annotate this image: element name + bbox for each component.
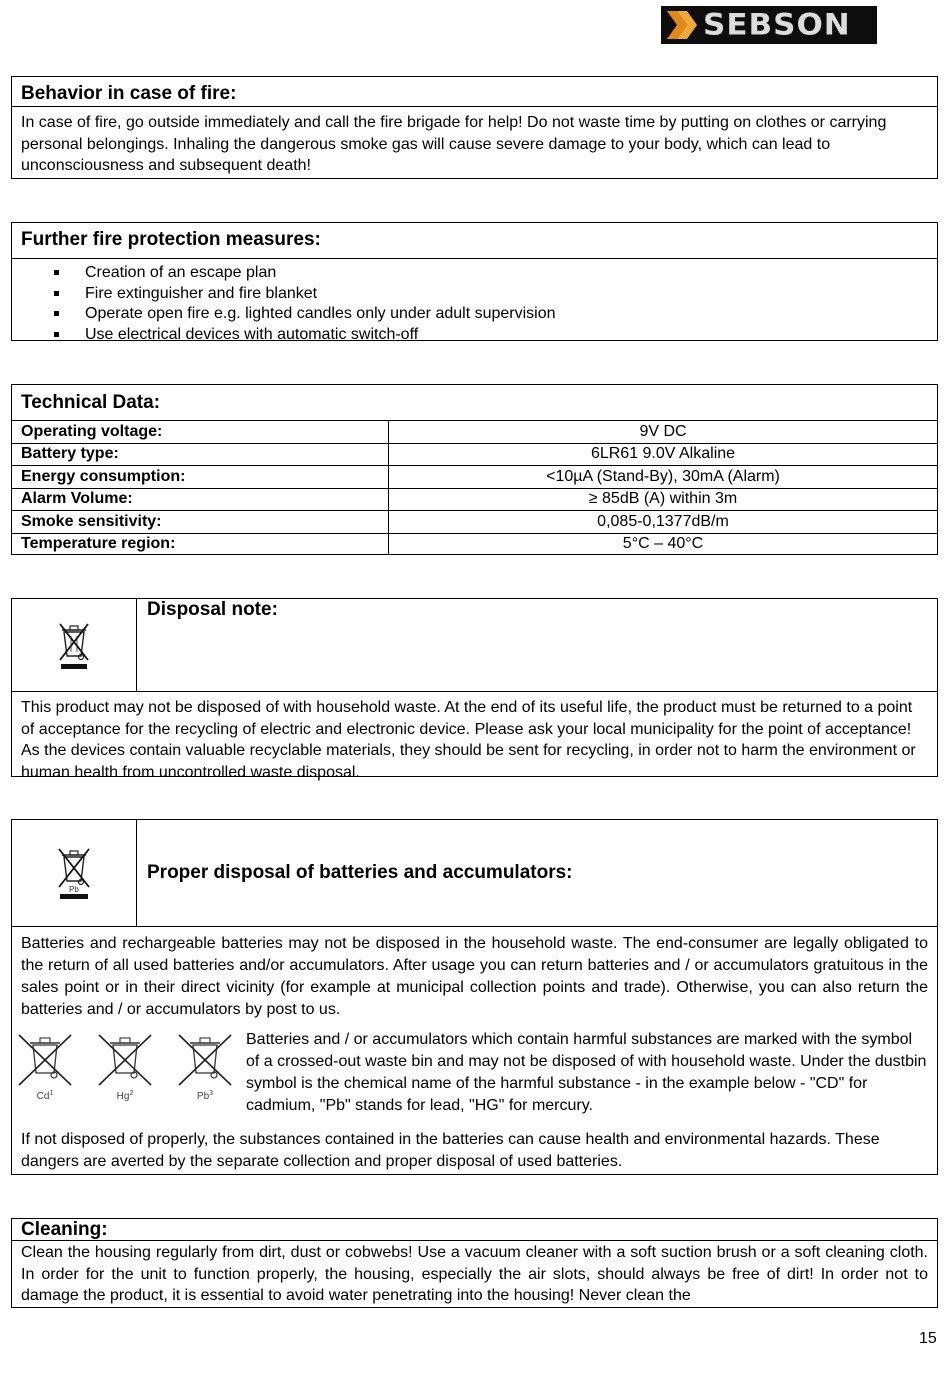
crossed-out-battery-bin-icon bbox=[12, 820, 137, 926]
cadmium-bin-icon bbox=[12, 1033, 78, 1117]
battery-bin-icons bbox=[12, 1029, 246, 1117]
disposal-note-title: Disposal note: bbox=[147, 599, 278, 620]
table-row bbox=[12, 421, 937, 444]
cleaning-section bbox=[11, 1218, 938, 1308]
technical-data-section bbox=[11, 384, 938, 555]
tech-value: 5°C – 40°C bbox=[389, 533, 938, 555]
tech-label: Operating voltage: bbox=[12, 421, 389, 444]
cadmium-sup: 1 bbox=[49, 1090, 54, 1097]
cadmium-label: Cd bbox=[36, 1091, 50, 1103]
disposal-note-section bbox=[11, 598, 938, 781]
tech-label: Battery type: bbox=[12, 443, 389, 466]
tech-value: <10µA (Stand-By), 30mA (Alarm) bbox=[389, 466, 938, 489]
cleaning-title: Cleaning: bbox=[12, 1219, 937, 1241]
fire-behavior-text: In case of fire, go outside immediately and call the fire brigade for help! Do not waste time by putting on clothes or carrying personal belongings. Inhaling the dangerous smoke gas will cause severe damage to your body, which can lead to unconsciousness and subsequent death! bbox=[21, 114, 887, 174]
technical-data-title: Technical Data: bbox=[21, 392, 161, 413]
fire-protection-section bbox=[11, 222, 938, 341]
mercury-sup: 2 bbox=[129, 1090, 134, 1097]
fire-behavior-title: Behavior in case of fire: bbox=[12, 77, 937, 107]
mercury-bin-icon bbox=[92, 1033, 158, 1117]
harmful-substance-text: Batteries and / or accumulators which contain harmful substances are marked with the symbol of a crossed-out waste bin and may not be disposed of with household waste. Under the dustbin symbol is the chemical name of the harmful substance - in the example below - "CD" for cadmium, "Pb" stands for lead, "HG" for mercury. bbox=[246, 1031, 927, 1114]
cleaning-text: Clean the housing regularly from dirt, dust or cobwebs! Use a vacuum cleaner with a soft suction brush or a soft cleaning cloth. In order for the unit to function properly, the housing, especially the air slots, should always be free of dirt! In order not to damage the product, it is essential to avoid water penetrating into the housing! Never clean the bbox=[21, 1244, 928, 1304]
disposal-note-text: This product may not be disposed of with household waste. At the end of its useful life, the product must be returned to a point of acceptance for the recycling of electric and electronic device. Please ask your local municipality for the point of acceptance! As the devices contain valuable recyclable materials, they should be sent for recycling, in order not to harm the environment or human health from uncontrolled waste disposal. bbox=[21, 699, 916, 781]
table-row bbox=[12, 466, 937, 489]
fire-behavior-section bbox=[11, 76, 938, 179]
technical-data-table bbox=[12, 420, 937, 555]
list-item: Fire extinguisher and fire blanket bbox=[52, 284, 937, 305]
lead-label: Pb bbox=[196, 1091, 210, 1103]
tech-value: ≥ 85dB (A) within 3m bbox=[389, 488, 938, 511]
table-row bbox=[12, 533, 937, 555]
tech-label: Alarm Volume: bbox=[12, 488, 389, 511]
table-row bbox=[12, 443, 937, 466]
page-number: 15 bbox=[919, 1330, 937, 1347]
tech-value: 9V DC bbox=[389, 421, 938, 444]
list-item: Use electrical devices with automatic switch-off bbox=[52, 325, 937, 346]
fire-protection-list bbox=[12, 259, 937, 347]
battery-disposal-text: Batteries and rechargeable batteries may not be disposed in the household waste. The end-consumer are legally obligated to the return of all used batteries and/or accumulators. After usage you can return batteries and / or accumulators gratuitous in the sales point or in their direct vicinity (for example at municipal collection points and trade). Otherwise, you can also return the batteries and / or accumulators by post to us. bbox=[21, 935, 928, 1018]
mercury-label: Hg bbox=[116, 1091, 130, 1103]
chevron-arrows-icon bbox=[665, 9, 699, 41]
tech-label: Temperature region: bbox=[12, 533, 389, 555]
tech-label: Energy consumption: bbox=[12, 466, 389, 489]
battery-hazard-text: If not disposed of properly, the substances contained in the batteries can cause health and environmental hazards. These dangers are averted by the separate collection and proper disposal of used batteries. bbox=[21, 1131, 880, 1170]
tech-value: 0,085-0,1377dB/m bbox=[389, 511, 938, 534]
battery-bin-label: Pb bbox=[69, 885, 79, 894]
lead-sup: 3 bbox=[209, 1090, 214, 1097]
list-item: Operate open fire e.g. lighted candles only under adult supervision bbox=[52, 304, 937, 325]
tech-value: 6LR61 9.0V Alkaline bbox=[389, 443, 938, 466]
crossed-out-bin-icon bbox=[12, 599, 137, 691]
table-row bbox=[12, 488, 937, 511]
brand-name: SEBSON bbox=[703, 7, 851, 43]
lead-bin-icon bbox=[172, 1033, 238, 1117]
battery-disposal-section bbox=[11, 819, 938, 1175]
battery-disposal-title: Proper disposal of batteries and accumulators: bbox=[147, 862, 573, 883]
tech-label: Smoke sensitivity: bbox=[12, 511, 389, 534]
table-row bbox=[12, 511, 937, 534]
brand-logo bbox=[661, 6, 877, 44]
list-item: Creation of an escape plan bbox=[52, 263, 937, 284]
fire-protection-title: Further fire protection measures: bbox=[12, 223, 937, 259]
